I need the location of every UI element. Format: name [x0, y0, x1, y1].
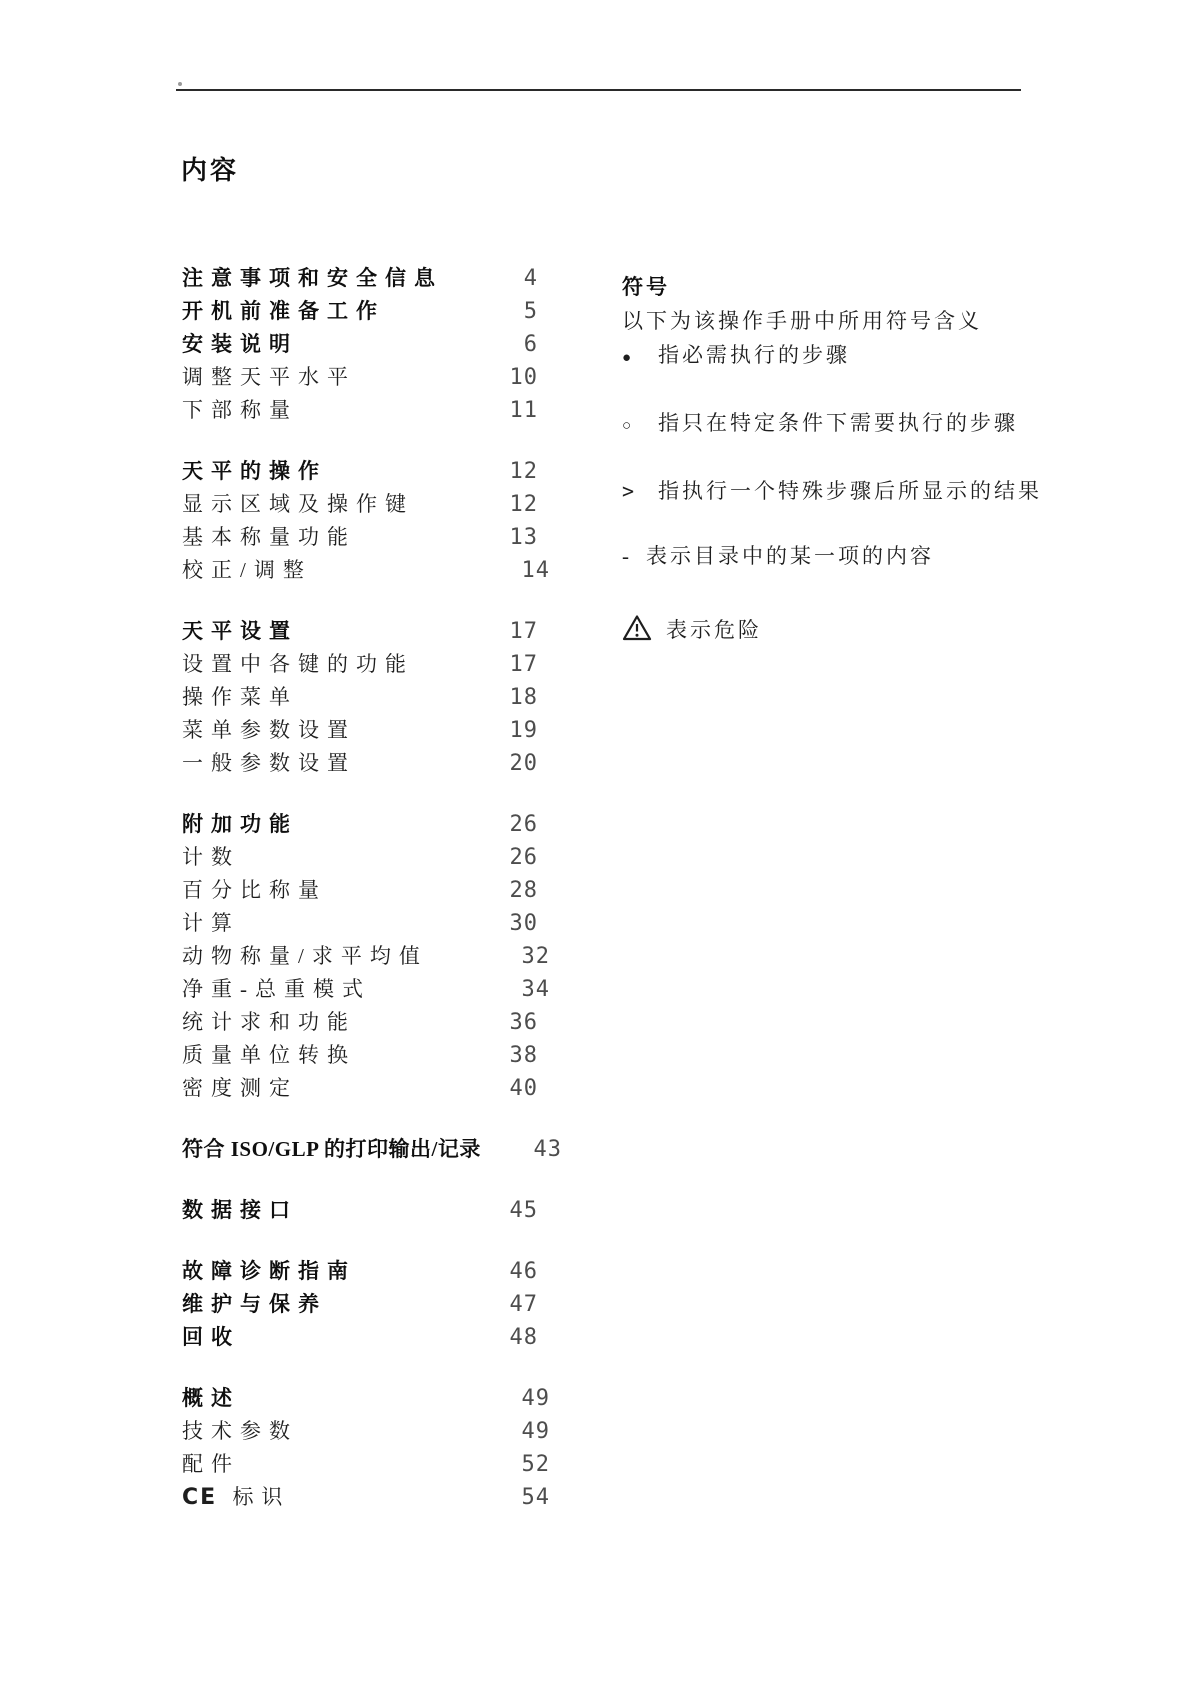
toc-entry [182, 1255, 538, 1288]
toc-entry-page-number: 46 [509, 1259, 538, 1284]
toc-entry-label: 净重-总重模式 [182, 977, 371, 1001]
symbols-heading: 符号 [622, 275, 670, 299]
toc-entry-label: 回收 [182, 1325, 240, 1349]
symbols-intro: 以下为该操作手册中所用符号含义 [622, 309, 982, 333]
toc-entry-page-number: 11 [509, 398, 538, 423]
toc-entry-page-number: 19 [509, 718, 538, 743]
toc-entry-page-number: 28 [509, 878, 538, 903]
symbol-legend-item [622, 610, 1092, 647]
conditional-marker-icon: ○ [622, 418, 632, 434]
toc-entry [182, 1481, 550, 1514]
toc-entry-label: 故障诊断指南 [182, 1259, 356, 1283]
toc-entry [182, 262, 538, 295]
toc-entry-label: 统计求和功能 [182, 1010, 356, 1034]
toc-entry-page-number: 10 [509, 365, 538, 390]
toc-entry-page-number: 26 [509, 812, 538, 837]
symbol-legend-text: 表示目录中的某一项的内容 [646, 544, 934, 568]
toc-entry-label: 质量单位转换 [182, 1043, 356, 1067]
toc-entry-page-number: 13 [509, 525, 538, 550]
toc-group [182, 615, 538, 780]
toc-entry-page-number: 32 [521, 944, 550, 969]
symbol-legend-item [622, 406, 1092, 443]
header-rule [176, 89, 1021, 91]
toc-entry-page-number: 14 [521, 558, 550, 583]
toc-entry-page-number: 49 [521, 1386, 550, 1411]
toc-entry-label: CE 标识 [182, 1485, 291, 1510]
toc-entry-label: 符合 ISO/GLP 的打印输出/记录 [182, 1137, 481, 1161]
toc-entry-label: 基本称量功能 [182, 525, 356, 549]
page-title: 内容 [181, 156, 240, 185]
toc-entry-label: 计数 [182, 845, 240, 869]
toc-entry-label: 一般参数设置 [182, 751, 356, 775]
toc-group [182, 808, 550, 1105]
toc-entry [182, 615, 538, 648]
toc-group [182, 262, 538, 427]
toc-entry [182, 1415, 550, 1448]
toc-entry-page-number: 5 [523, 299, 538, 324]
toc-entry-label: 计算 [182, 911, 240, 935]
toc-entry-label: 调整天平水平 [182, 365, 356, 389]
toc-entry [182, 295, 538, 328]
warning-triangle-icon [622, 610, 666, 647]
toc-entry [182, 973, 550, 1006]
toc-entry [182, 841, 538, 874]
toc-entry [182, 1039, 538, 1072]
toc-entry-label: 技术参数 [182, 1419, 298, 1443]
toc-entry-page-number: 18 [509, 685, 538, 710]
toc-entry-label: 数据接口 [182, 1198, 298, 1222]
toc-entry-label: 下部称量 [182, 398, 298, 422]
symbol-legend-item [622, 338, 1092, 375]
toc-entry-page-number: 12 [509, 459, 538, 484]
scan-artifact-dot [178, 82, 182, 86]
toc-entry-label: 概述 [182, 1386, 240, 1410]
toc-entry [182, 1321, 538, 1354]
symbols-legend [622, 270, 1092, 647]
toc-entry-label: 密度测定 [182, 1076, 298, 1100]
toc-entry-page-number: 49 [521, 1419, 550, 1444]
toc-entry-page-number: 54 [521, 1485, 550, 1510]
toc-entry [182, 488, 538, 521]
toc-entry [182, 1382, 550, 1415]
toc-entry [182, 747, 538, 780]
toc-entry-page-number: 17 [509, 619, 538, 644]
toc-entry-label: 设置中各键的功能 [182, 652, 414, 676]
toc-entry [182, 714, 538, 747]
toc-entry-label: 动物称量/求平均值 [182, 944, 428, 968]
toc-group [182, 1382, 550, 1514]
toc-entry-page-number: 45 [509, 1198, 538, 1223]
toc-entry-page-number: 47 [509, 1292, 538, 1317]
toc-entry [182, 1288, 538, 1321]
toc-entry [182, 1194, 538, 1227]
toc-entry-label: 注意事项和安全信息 [182, 266, 443, 290]
toc-entry-page-number: 34 [521, 977, 550, 1002]
toc-entry-page-number: 36 [509, 1010, 538, 1035]
toc-entry-label: 维护与保养 [182, 1292, 327, 1316]
symbol-legend-text: 指必需执行的步骤 [658, 343, 850, 367]
toc-entry-label: 配件 [182, 1452, 240, 1476]
toc-group [182, 1133, 562, 1166]
toc-entry-page-number: 17 [509, 652, 538, 677]
step-marker-icon: ● [622, 350, 632, 366]
ce-mark-logo: CE [182, 1485, 218, 1510]
toc-entry-page-number: 43 [533, 1137, 562, 1162]
toc-entry [182, 907, 538, 940]
symbol-legend-item [622, 539, 1092, 573]
toc-entry-label: 显示区域及操作键 [182, 492, 414, 516]
toc-entry-page-number: 26 [509, 845, 538, 870]
dash-marker-icon: - [622, 544, 629, 568]
toc-entry-page-number: 38 [509, 1043, 538, 1068]
toc-entry-page-number: 4 [523, 266, 538, 291]
toc-entry [182, 1133, 562, 1166]
toc-entry-label: 安装说明 [182, 332, 298, 356]
toc-entry [182, 394, 538, 427]
toc-entry [182, 1448, 550, 1481]
toc-entry-page-number: 20 [509, 751, 538, 776]
toc-entry-label: 菜单参数设置 [182, 718, 356, 742]
toc-entry-page-number: 48 [509, 1325, 538, 1350]
toc-group [182, 455, 550, 587]
toc-entry-label: 开机前准备工作 [182, 299, 385, 323]
toc-group [182, 1194, 538, 1227]
symbol-legend-text: 表示危险 [666, 618, 762, 642]
toc-entry-page-number: 52 [521, 1452, 550, 1477]
toc-entry [182, 648, 538, 681]
toc-entry-label: 附加功能 [182, 812, 298, 836]
toc-entry [182, 361, 538, 394]
toc-entry [182, 1006, 538, 1039]
toc-entry [182, 808, 538, 841]
symbols-items [622, 338, 1092, 647]
table-of-contents [182, 262, 562, 1542]
toc-entry [182, 940, 550, 973]
toc-entry-page-number: 6 [523, 332, 538, 357]
toc-entry-page-number: 30 [509, 911, 538, 936]
toc-entry [182, 874, 538, 907]
symbol-legend-item [622, 474, 1092, 508]
toc-entry-page-number: 12 [509, 492, 538, 517]
symbol-legend-text: 指执行一个特殊步骤后所显示的结果 [658, 479, 1042, 503]
toc-entry [182, 328, 538, 361]
toc-entry [182, 455, 538, 488]
result-marker-icon: > [622, 479, 635, 503]
toc-entry [182, 681, 538, 714]
toc-entry-label: 天平的操作 [182, 459, 327, 483]
toc-entry [182, 1072, 538, 1105]
toc-entry-label: 百分比称量 [182, 878, 327, 902]
toc-entry-label: 校正/调整 [182, 558, 312, 582]
toc-entry-label: 天平设置 [182, 619, 298, 643]
toc-entry [182, 521, 538, 554]
symbol-legend-text: 指只在特定条件下需要执行的步骤 [658, 411, 1018, 435]
toc-group [182, 1255, 538, 1354]
toc-entry-label: 操作菜单 [182, 685, 298, 709]
toc-entry-page-number: 40 [509, 1076, 538, 1101]
toc-entry [182, 554, 550, 587]
